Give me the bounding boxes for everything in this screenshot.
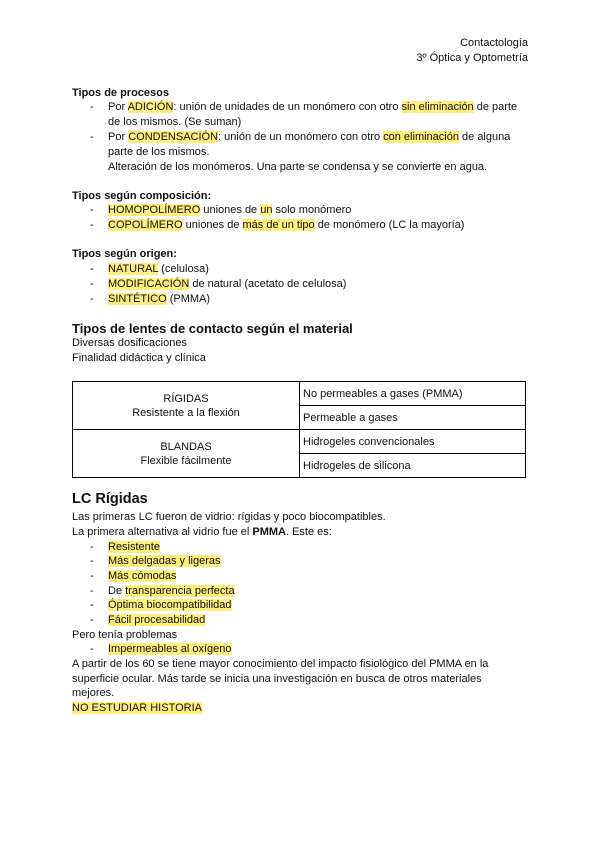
list-item: - De transparencia perfecta bbox=[90, 585, 235, 597]
list-item-sintetico: - SINTÉTICO (PMMA) bbox=[90, 293, 211, 305]
bullet-dash: - bbox=[90, 585, 94, 597]
table-cell: No permeables a gases (PMMA) bbox=[300, 382, 526, 406]
text-line: A partir de los 60 se tiene mayor conocimiento del impacto fisiológico del PMMA en la bbox=[72, 658, 489, 670]
bullet-dash: - bbox=[90, 614, 94, 626]
list-item: - Fácil procesabilidad bbox=[90, 614, 206, 626]
materials-table bbox=[72, 381, 526, 478]
list-item: - Óptima biocompatibilidad bbox=[90, 599, 232, 611]
table-cell: Hidrogeles de silicona bbox=[300, 454, 526, 478]
section-title-origen: Tipos según origen: bbox=[72, 248, 177, 260]
bullet-dash: - bbox=[90, 555, 94, 567]
table-cell-blandas bbox=[73, 430, 300, 478]
list-item-adicion: - Por ADICIÓN: unión de unidades de un monómero con otro sin eliminación de parte bbox=[90, 101, 518, 113]
header-course: 3º Óptica y Optometría bbox=[416, 52, 528, 64]
table-cell: Hidrogeles convencionales bbox=[300, 430, 526, 454]
list-item: - Impermeables al oxígeno bbox=[90, 643, 232, 655]
bullet-dash: - bbox=[90, 599, 94, 611]
bullet-dash: - bbox=[90, 293, 94, 305]
list-item-condensacion: - Por CONDENSACIÓN: unión de un monómero con otro con eliminación de alguna bbox=[90, 131, 511, 143]
text-line: La primera alternativa al vidrio fue el PMMA. Este es: bbox=[72, 526, 332, 538]
bullet-dash: - bbox=[90, 204, 94, 216]
note-line: NO ESTUDIAR HISTORIA bbox=[72, 702, 202, 714]
text-line: Pero tenía problemas bbox=[72, 629, 178, 641]
cell-heading: RÍGIDAS bbox=[163, 392, 209, 405]
bullet-dash: - bbox=[90, 101, 94, 113]
list-item-natural: - NATURAL (celulosa) bbox=[90, 263, 209, 275]
cell-heading: BLANDAS bbox=[160, 440, 212, 453]
cell-description: Resistente a la flexión bbox=[132, 406, 240, 419]
section-title-procesos: Tipos de procesos bbox=[72, 87, 169, 99]
bullet-dash: - bbox=[90, 219, 94, 231]
bullet-dash: - bbox=[90, 263, 94, 275]
text-line: Diversas dosificaciones bbox=[72, 337, 187, 349]
section-title-lentes: Tipos de lentes de contacto según el material bbox=[72, 321, 353, 336]
text-line: Las primeras LC fueron de vidrio: rígidas y poco biocompatibles. bbox=[72, 511, 386, 523]
table-row bbox=[73, 382, 526, 406]
list-item-continuation: parte de los mismos. bbox=[108, 146, 210, 158]
bullet-dash: - bbox=[90, 570, 94, 582]
header-subject: Contactología bbox=[460, 37, 528, 49]
list-item: - Más delgadas y ligeras bbox=[90, 555, 221, 567]
bullet-dash: - bbox=[90, 131, 94, 143]
text-line: superficie ocular. Más tarde se inicia una investigación en busca de otros materiales bbox=[72, 673, 482, 685]
table-cell-rigidas bbox=[73, 382, 300, 430]
bullet-dash: - bbox=[90, 541, 94, 553]
cell-description: Flexible fácilmente bbox=[140, 454, 232, 467]
list-item-homopolimero: - HOMOPOLÍMERO uniones de un solo monómero bbox=[90, 204, 352, 216]
text-line: Finalidad didáctica y clínica bbox=[72, 352, 206, 364]
table-row bbox=[73, 430, 526, 454]
table-cell: Permeable a gases bbox=[300, 406, 526, 430]
list-item: - Más cómodas bbox=[90, 570, 177, 582]
bullet-dash: - bbox=[90, 643, 94, 655]
list-item-modificacion: - MODIFICACIÓN de natural (acetato de celulosa) bbox=[90, 278, 347, 290]
list-item: - Resistente bbox=[90, 541, 160, 553]
section-title-composicion: Tipos según composición: bbox=[72, 190, 212, 202]
list-item-copolimero: - COPOLÍMERO uniones de más de un tipo de monómero (LC la mayoría) bbox=[90, 219, 465, 231]
bullet-dash: - bbox=[90, 278, 94, 290]
text-line: mejores. bbox=[72, 687, 115, 699]
list-item-continuation: de los mismos. (Se suman) bbox=[108, 116, 242, 128]
section-title-lc-rigidas: LC Rígidas bbox=[72, 491, 148, 507]
list-item-continuation: Alteración de los monómeros. Una parte se condensa y se convierte en agua. bbox=[108, 161, 488, 173]
